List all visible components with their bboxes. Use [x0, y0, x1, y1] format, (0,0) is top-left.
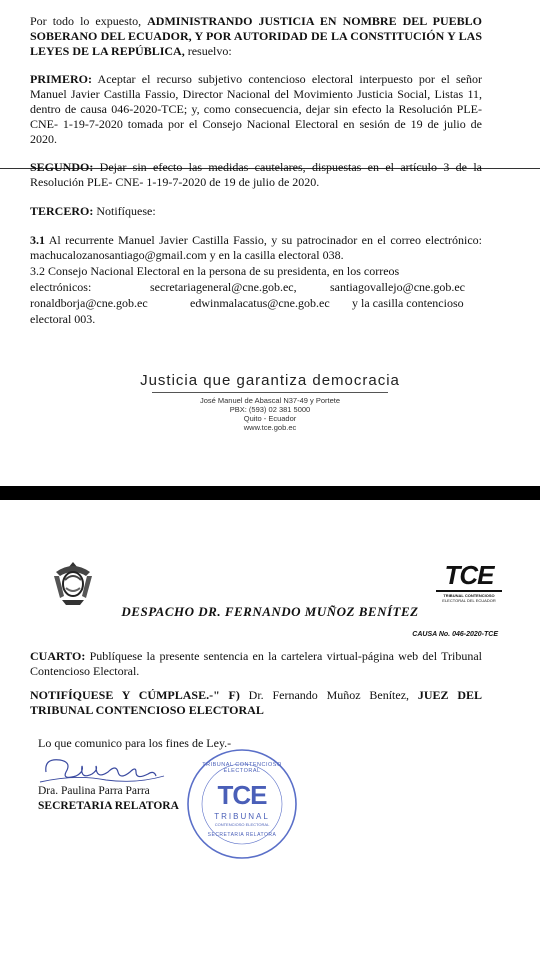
p31-text: Al recurrente Manuel Javier Castilla Fassio, y su patrocinador en el correo electrónico: machucalozanosantiago@gmail.com y en la casilla electoral 038.: [30, 233, 482, 262]
document-page-2: [0, 500, 540, 960]
tce-logo-sub1: TRIBUNAL CONTENCIOSO: [443, 593, 495, 598]
comunico-line: Lo que comunico para los fines de Ley.-: [38, 736, 232, 750]
p31-paragraph: [30, 233, 482, 263]
coat-of-arms-icon: [48, 558, 98, 608]
primero-text: Aceptar el recurso subjetivo contencioso electoral interpuesto por el señor Manuel Javier Castilla Fassio, Director Nacional del Movimiento Justicia Social, Listas 11, dentro de causa 046-2020-TCE; y, como consecuencia, dejar sin efecto la Resolución PLE- CNE- 1-19-7-2020 tomada por el Consejo Nacional Electoral en sesión de 19 de julio de 2020.: [30, 72, 482, 146]
tercero-label: TERCERO:: [30, 204, 94, 218]
segundo-label: SEGUNDO:: [30, 160, 94, 174]
tce-logo: [432, 562, 506, 603]
page-separator: [0, 486, 540, 500]
segundo-text: Dejar sin efecto las medidas cautelares, dispuestas en el artículo 3 de la Resolución PLE- CNE- 1-19-7-2020 de 19 de julio de 2020.: [30, 160, 482, 189]
seal-bottom-text: SECRETARIA RELATORA: [207, 832, 277, 838]
notificacion-judge-title: JUEZ DEL TRIBUNAL CONTENCIOSO ELECTORAL: [30, 688, 482, 717]
cuarto-paragraph: [30, 649, 482, 679]
tercero-paragraph: [30, 204, 482, 219]
footer-motto: Justicia que garantiza democracia: [140, 372, 400, 389]
official-seal: [186, 748, 298, 860]
cuarto-label: CUARTO:: [30, 649, 86, 663]
tce-logo-sub2: ELECTORAL DEL ECUADOR: [442, 598, 496, 603]
p32-casilla-text: y la casilla contencioso: [352, 296, 464, 310]
tce-logo-text: TCE: [444, 560, 494, 590]
footer-website: www.tce.gob.ec: [243, 423, 297, 432]
p32-email-santiago: santiagovallejo@cne.gob.ec: [330, 280, 465, 294]
primero-paragraph: [30, 72, 482, 147]
p31-label: 3.1: [30, 233, 45, 247]
intro-text: Por todo lo expuesto,: [30, 14, 148, 28]
seal-top-text: TRIBUNAL CONTENCIOSO ELECTORAL: [202, 762, 282, 774]
signer-role: SECRETARIA RELATORA: [38, 800, 179, 812]
notificacion-text: Dr. Fernando Muñoz Benítez,: [239, 688, 418, 702]
seal-word: TRIBUNAL: [214, 812, 270, 821]
tce-logo-rule: [436, 590, 502, 592]
segundo-paragraph: [30, 160, 482, 190]
p32-line-4: electoral 003.: [30, 312, 96, 326]
signer-name: Dra. Paulina Parra Parra: [38, 785, 150, 797]
notificacion-bold: NOTIFÍQUESE Y CÚMPLASE.-" F): [30, 688, 240, 702]
seal-sub-text: CONTENCIOSO ELECTORAL: [214, 822, 270, 827]
intro-paragraph: [30, 14, 482, 59]
p32-email-edwin: edwinmalacatus@cne.gob.ec: [190, 296, 330, 310]
notificacion-paragraph: [30, 688, 482, 718]
p32-line-2-label: electrónicos:: [30, 280, 92, 294]
footer-city: Quito - Ecuador: [243, 414, 297, 423]
office-title: DESPACHO DR. FERNANDO MUÑOZ BENÍTEZ: [121, 604, 419, 619]
tercero-text: Notifíquese:: [93, 204, 156, 218]
intro-bold-text: ADMINISTRANDO JUSTICIA EN NOMBRE DEL PUEBLO SOBERANO DEL ECUADOR, Y POR AUTORIDAD DE LA CONSTITUCIÓN Y LAS LEYES DE LA REPÚBLICA,: [30, 14, 482, 58]
intro-text-end: resuelvo:: [184, 44, 232, 58]
cuarto-text: Publíquese la presente sentencia en la cartelera virtual-página web del Tribunal Contencioso Electoral.: [30, 649, 482, 678]
footer-address: José Manuel de Abascal N37-49 y Portete: [199, 396, 341, 405]
seal-logo-text: TCE: [217, 780, 267, 810]
footer-phone: PBX: (593) 02 381 5000: [229, 405, 311, 414]
p32-email-ronald: ronaldborja@cne.gob.ec: [30, 296, 148, 310]
footer-rule: [152, 392, 388, 393]
p32-email-secretaria: secretariageneral@cne.gob.ec,: [150, 280, 297, 294]
primero-label: PRIMERO:: [30, 72, 92, 86]
case-number: CAUSA No. 046-2020-TCE: [412, 631, 498, 638]
p32-line-1: 3.2 Consejo Nacional Electoral en la persona de su presidenta, en los correos: [30, 264, 400, 278]
